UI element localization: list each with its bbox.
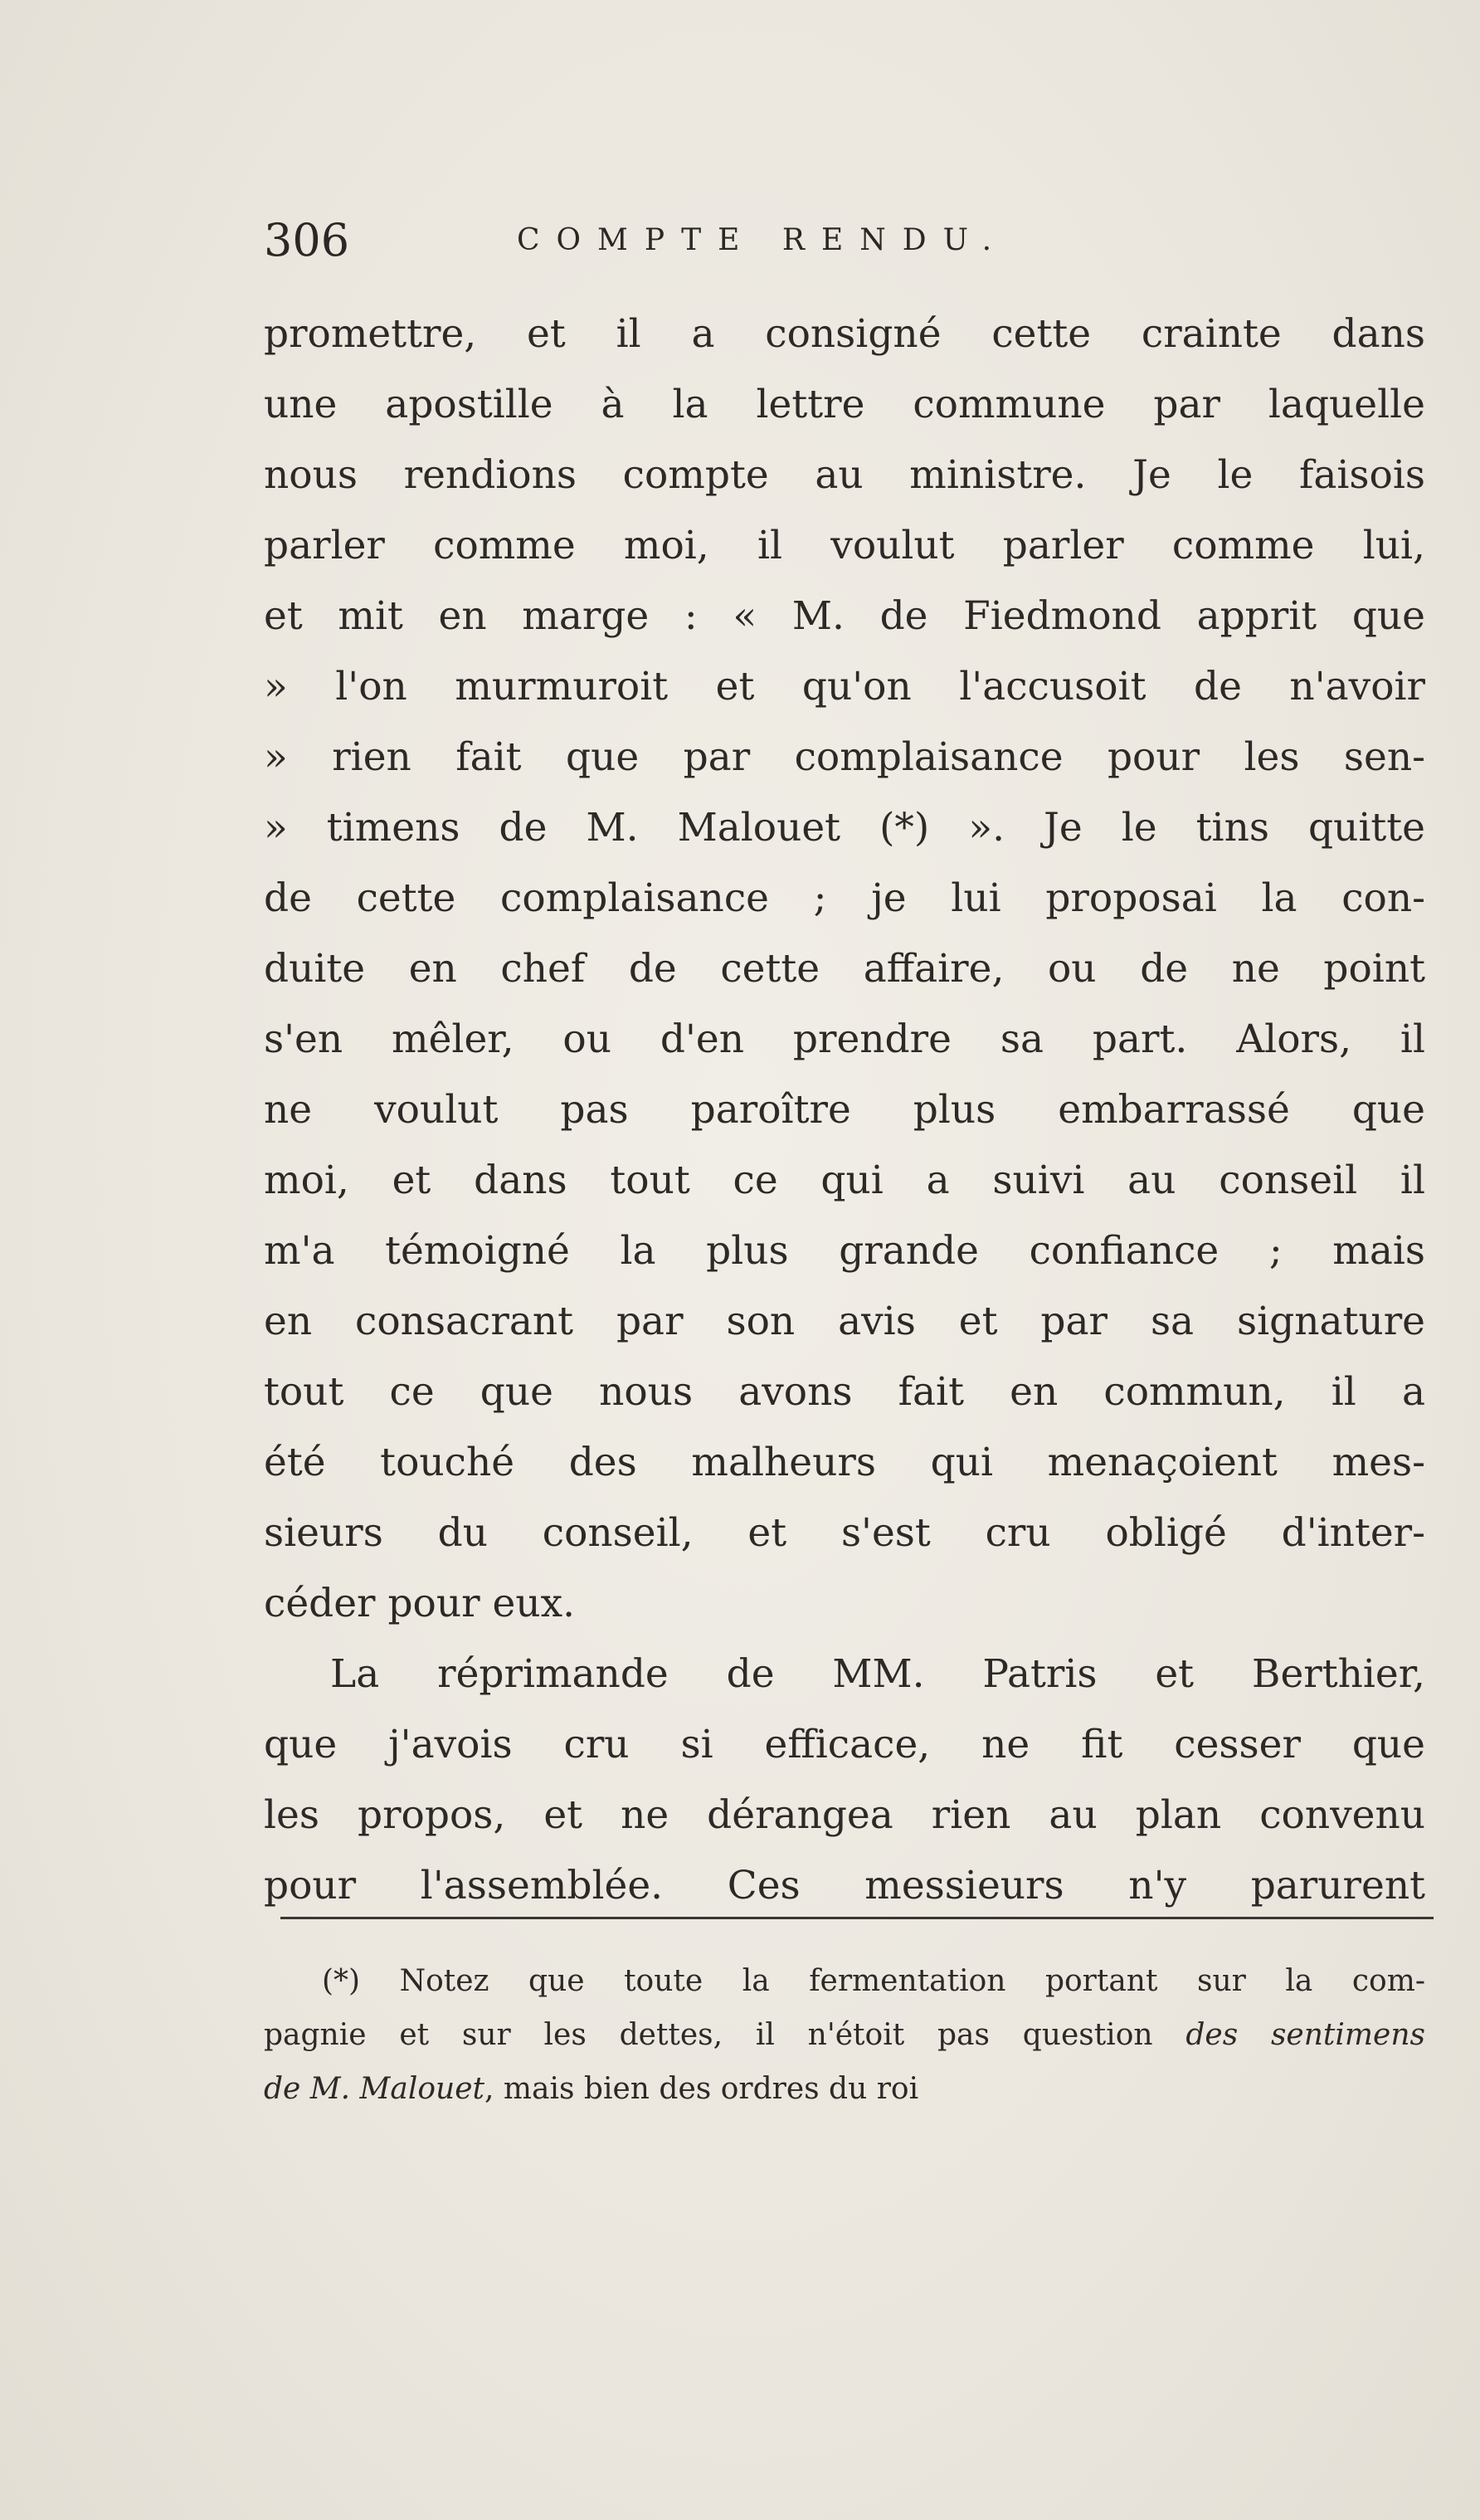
text-line: moi, et dans tout ce qui a suivi au conseil il [264,1158,1425,1203]
text-line: promettre, et il a consigné cette crainte dans [264,311,1425,357]
body-text [264,299,1425,1921]
footnote-text: pagnie et sur les dettes, il n'étoit pas question [264,2018,1186,2052]
text-line: nous rendions compte au ministre. Je le faisois [264,452,1425,498]
text-line: céder pour eux. [264,1581,576,1626]
text-line: et mit en marge : « M. de Fiedmond apprit que [264,593,1425,639]
text-line: s'en mêler, ou d'en prendre sa part. Alors, il [264,1016,1425,1062]
footnote-line [264,2008,1425,2062]
text-line: parler comme moi, il voulut parler comme lui, [264,523,1425,568]
text-line: été touché des malheurs qui menaçoient mes- [264,1440,1425,1485]
text-line: » timens de M. Malouet (*) ». Je le tins quitte [264,805,1425,851]
text-line: que j'avois cru si efficace, ne fit cesser que [264,1722,1425,1767]
text-line: de cette complaisance ; je lui proposai la con- [264,875,1425,921]
text-line: » rien fait que par complaisance pour les sen- [264,734,1425,780]
paragraph-start-line: La réprimande de MM. Patris et Berthier, [330,1651,1425,1697]
footnote-text: , mais bien des ordres du roi [484,2072,919,2106]
footnote-italic-text: des sentimens [1185,2018,1425,2052]
text-line: une apostille à la lettre commune par laquelle [264,382,1425,427]
page-number: 306 [264,214,350,266]
text-line: » l'on murmuroit et qu'on l'accusoit de n'avoir [264,664,1425,709]
text-line: en consacrant par son avis et par sa signature [264,1299,1425,1344]
running-head: COMPTE RENDU. [517,223,1009,257]
text-line: les propos, et ne dérangea rien au plan convenu [264,1792,1425,1838]
text-line: sieurs du conseil, et s'est cru obligé d'inter- [264,1510,1425,1556]
footnote-divider [280,1917,1434,1919]
text-line: ne voulut pas paroître plus embarrassé que [264,1087,1425,1133]
text-line: pour l'assemblée. Ces messieurs n'y parurent [264,1863,1425,1908]
text-line: duite en chef de cette affaire, ou de ne point [264,946,1425,992]
footnote [264,1954,1425,2116]
footnote-line [264,2062,1425,2116]
footnote-italic-text: de M. Malouet [264,2072,485,2106]
text-line: tout ce que nous avons fait en commun, il a [264,1369,1425,1415]
footnote-line: (*) Notez que toute la fermentation portant sur la com- [322,1964,1425,1998]
page-header [264,207,1425,274]
text-line: m'a témoigné la plus grande confiance ; mais [264,1228,1425,1274]
